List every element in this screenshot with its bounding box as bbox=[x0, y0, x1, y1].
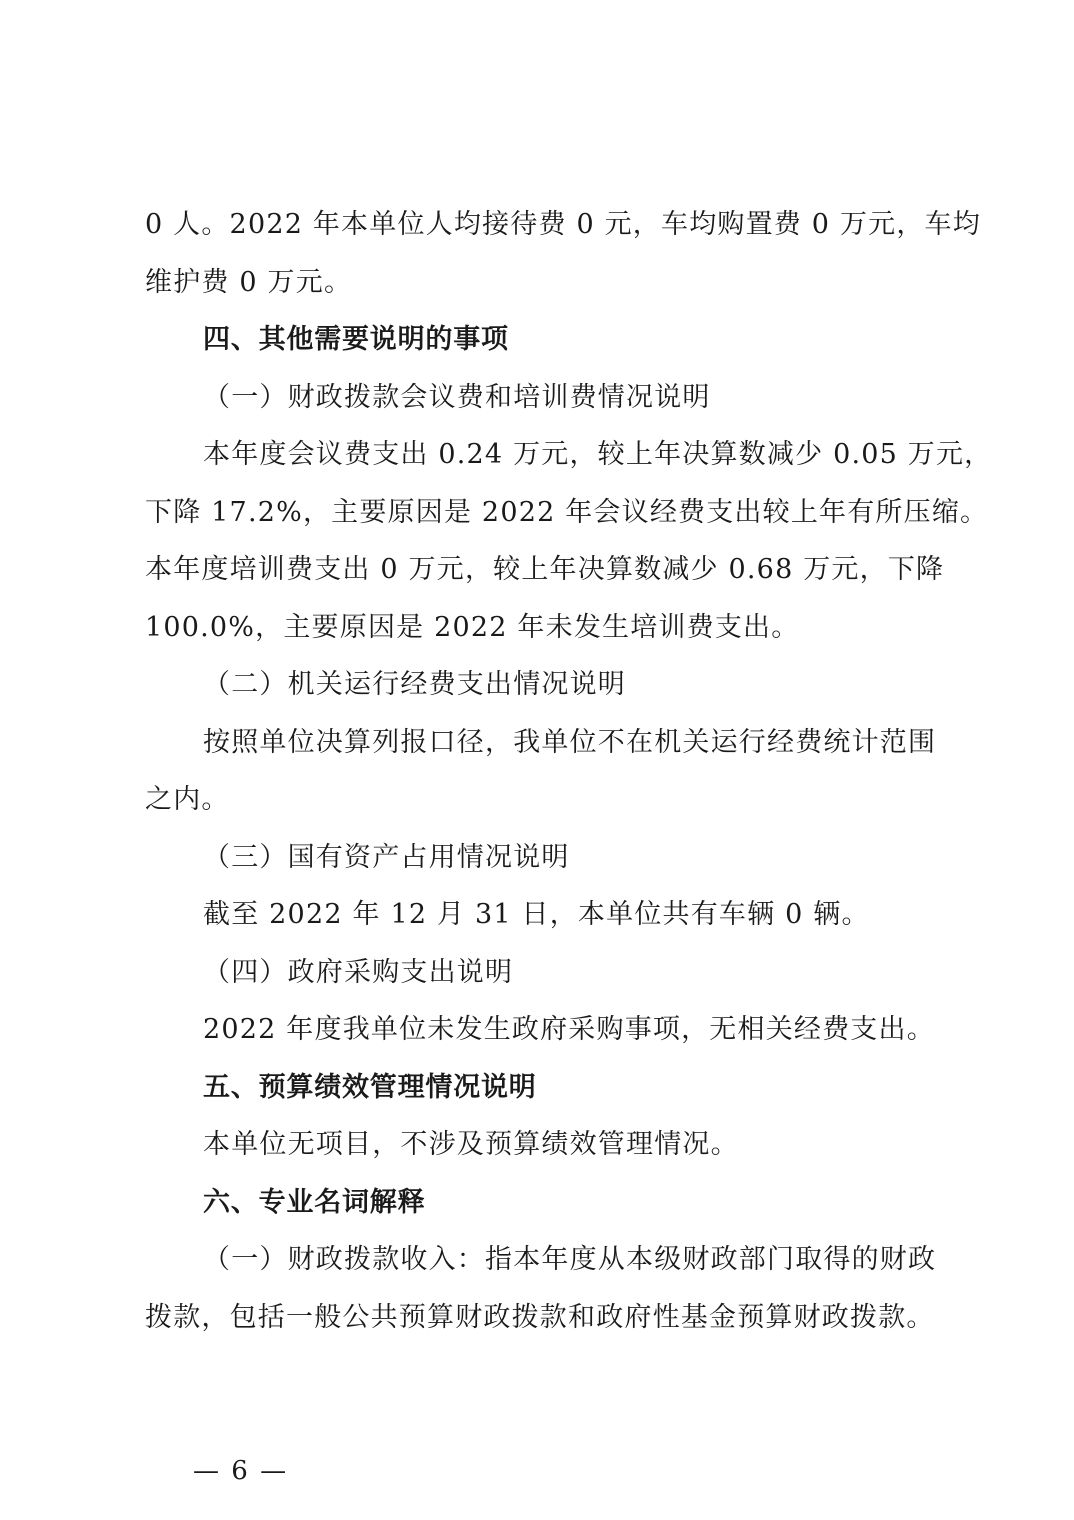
paragraph-line: 本年度培训费支出 0 万元，较上年决算数减少 0.68 万元，下降 bbox=[145, 554, 945, 585]
paragraph-line: 本单位无项目，不涉及预算绩效管理情况。 bbox=[203, 1129, 739, 1160]
paragraph-line: 0 人。2022 年本单位人均接待费 0 元，车均购置费 0 万元，车均 bbox=[145, 209, 981, 240]
subsection-heading-procurement: （四）政府采购支出说明 bbox=[203, 956, 514, 988]
subsection-heading-meeting-training: （一）财政拨款会议费和培训费情况说明 bbox=[203, 381, 711, 413]
paragraph-line: 截至 2022 年 12 月 31 日，本单位共有车辆 0 辆。 bbox=[203, 899, 870, 930]
section-heading-performance: 五、预算绩效管理情况说明 bbox=[203, 1071, 537, 1103]
section-heading-glossary: 六、专业名词解释 bbox=[203, 1186, 426, 1218]
paragraph-line: 下降 17.2%，主要原因是 2022 年会议经费支出较上年有所压缩。 bbox=[145, 496, 989, 528]
page-number: — 6 — bbox=[193, 1456, 289, 1486]
paragraph-line: 之内。 bbox=[145, 784, 230, 815]
paragraph-line: 100.0%，主要原因是 2022 年未发生培训费支出。 bbox=[145, 611, 800, 643]
paragraph-line: 2022 年度我单位未发生政府采购事项，无相关经费支出。 bbox=[203, 1014, 935, 1045]
paragraph-line: 维护费 0 万元。 bbox=[145, 266, 353, 298]
paragraph-line: （一）财政拨款收入：指本年度从本级财政部门取得的财政 bbox=[203, 1244, 937, 1275]
paragraph-line: 拨款，包括一般公共预算财政拨款和政府性基金预算财政拨款。 bbox=[145, 1301, 935, 1333]
paragraph-line: 本年度会议费支出 0.24 万元，较上年决算数减少 0.05 万元， bbox=[203, 439, 993, 470]
subsection-heading-state-assets: （三）国有资产占用情况说明 bbox=[203, 841, 570, 873]
document-body bbox=[145, 196, 993, 1346]
subsection-heading-operating-expenses: （二）机关运行经费支出情况说明 bbox=[203, 669, 626, 700]
paragraph-line: 按照单位决算列报口径，我单位不在机关运行经费统计范围 bbox=[203, 726, 937, 758]
section-heading-other-matters: 四、其他需要说明的事项 bbox=[203, 324, 509, 355]
